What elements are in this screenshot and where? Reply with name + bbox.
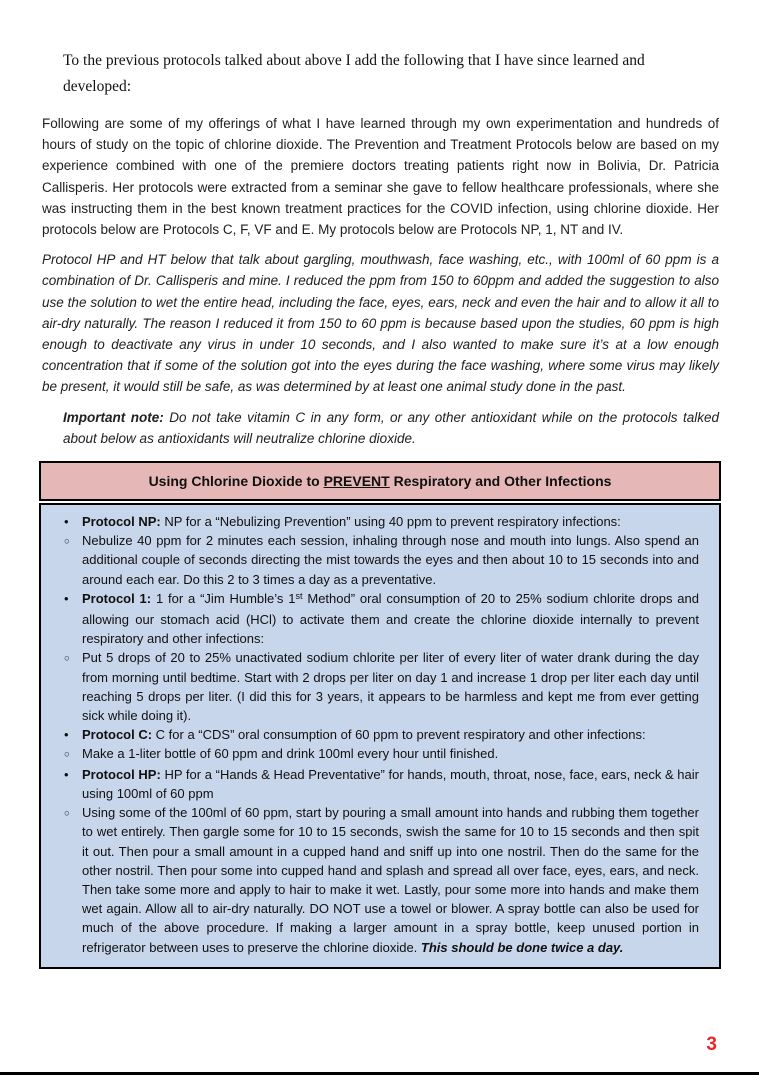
list-item-text	[82, 765, 699, 803]
text-segment: HP for a “Hands & Head Preventative” for hands, mouth, throat, nose, face, ears, neck & hair using 100ml of 60 ppm	[82, 766, 699, 801]
protocol-list	[61, 512, 699, 957]
bullet-circle-marker: ○	[64, 808, 70, 820]
protocol-list-item	[61, 725, 699, 744]
text-segment: Protocol C:	[82, 727, 153, 743]
protocol-list-item	[61, 765, 699, 803]
list-item-text	[82, 803, 699, 957]
text-segment: Do not take vitamin C in any form, or any other antioxidant while on the protocols talked about below as antioxidants will neutralize chlorine dioxide.	[63, 409, 719, 446]
text-segment: Put 5 drops of 20 to 25% unactivated sodium chlorite per liter of every liter of water drank during the day from morning until bedtime. Start with 2 drops per liter on day 1 and increase 1 drop per liter each day until reaching 5 drops per liter. (I did this for 3 years, it appears to be harmless and kept me from ever getting sick while doing it).	[82, 650, 699, 724]
text-segment: Important note:	[63, 409, 164, 425]
protocol-list-item	[61, 589, 699, 649]
protocol-list-item	[61, 744, 699, 764]
text-segment: Using some of the 100ml of 60 ppm, start by pouring a small amount into hands and rubbing them together to wet entirely. Then gargle some for 10 to 15 seconds, swish the same for 10 to 15 seconds and then spit it out. Then pour a small amount in a cupped hand and sniff up into one nostril. Then do the same for the other nostril. Then pour some into cupped hand and splash and spread all over face, eyes, ears, and neck. Then take some more and apply to hair to make it wet. Lastly, pour some more into hands and make them wet again. Allow all to air-dry naturally. DO NOT use a towel or blower. A spray bottle can also be used for much of the above procedure. If making a larger amount in a spray bottle, keep unused portion in refrigerator between uses to preserve the chlorine dioxide.	[82, 805, 699, 955]
protocol-list-item	[61, 648, 699, 725]
bullet-disc-marker: •	[64, 727, 69, 743]
prevention-box-body	[39, 503, 721, 969]
footer-rule	[0, 1072, 759, 1075]
list-item-text	[82, 589, 699, 649]
bullet-circle-marker: ○	[64, 653, 70, 665]
list-item-text	[82, 648, 699, 725]
text-segment: PREVENT	[323, 473, 390, 490]
prevention-box-title	[149, 473, 612, 489]
list-item-text	[82, 725, 699, 744]
text-segment: 1 for a “Jim Humble’s 1	[151, 590, 296, 606]
text-segment: Respiratory and Other Infections	[389, 473, 612, 490]
text-segment: Protocol 1:	[82, 590, 152, 606]
lead-paragraph: To the previous protocols talked about above I add the following that I have since learned and developed:	[63, 52, 645, 95]
list-item-text	[82, 531, 699, 589]
text-segment: Using Chlorine Dioxide to	[148, 473, 324, 490]
text-segment: NP for a “Nebulizing Prevention” using 40 ppm to prevent respiratory infections:	[160, 514, 621, 530]
text-segment: Protocol HP:	[82, 766, 161, 782]
protocol-list-item	[61, 531, 699, 589]
text-segment: This should be done twice a day.	[420, 939, 624, 955]
bullet-disc-marker: •	[64, 590, 69, 606]
text-segment: Protocol NP:	[82, 514, 161, 530]
intro-paragraph: Following are some of my offerings of what I have learned through my own experimentation and hundreds of hours of study on the topic of chlorine dioxide. The Prevention and Treatment Protocols below are based on my experience combined with one of the premiere doctors treating patients right now in Bolivia, Dr. Patricia Callisperis. Her protocols were extracted from a seminar she gave to fellow healthcare professionals, where she was instructing them in the best known treatment practices for the COVID infection, using chlorine dioxide. Her protocols below are Protocols C, F, VF and E. My protocols below are Protocols NP, 1, NT and IV.	[42, 116, 719, 238]
important-note	[63, 407, 719, 449]
text-segment: st	[295, 590, 303, 601]
text-segment: Nebulize 40 ppm for 2 minutes each session, inhaling through nose and mouth into lungs. Also spend an additional couple of seconds directing the mist towards the eyes and then about 10 to 15 seconds into and around each ear. Do this 2 to 3 times a day as a preventative.	[82, 533, 699, 587]
prevention-box-header	[39, 461, 721, 501]
protocol-list-item	[61, 512, 699, 531]
text-segment: Method” oral consumption of 20 to 25% sodium chlorite drops and allowing our stomach acid (HCl) to activate them and create the chlorine dioxide internally to prevent respiratory and other infections:	[82, 590, 699, 647]
text-segment: Make a 1-liter bottle of 60 ppm and drink 100ml every hour until finished.	[82, 746, 499, 762]
protocol-list-item	[61, 803, 699, 957]
text-segment: C for a “CDS” oral consumption of 60 ppm to prevent respiratory and other infections:	[152, 727, 646, 743]
list-item-text	[82, 744, 699, 763]
bullet-disc-marker: •	[64, 766, 69, 782]
bullet-disc-marker: •	[64, 514, 69, 530]
list-item-text	[82, 512, 699, 531]
page-number: 3	[706, 1034, 717, 1055]
protocol-origin-paragraph: Protocol HP and HT below that talk about gargling, mouthwash, face washing, etc., with 100ml of 60 ppm is a combination of Dr. Callisperis and mine. I reduced the ppm from 150 to 60ppm and added the suggestion to also use the solution to wet the entire head, including the face, eyes, ears, neck and even the hair and to allow it all to air-dry naturally. The reason I reduced it from 150 to 60 ppm is because based upon the studies, 60 ppm is high enough to deactivate any virus in under 10 seconds, and I also wanted to make sure it’s at a low enough concentration that if some of the solution got into the eyes during the face washing, where some virus may likely be present, it would still be safe, as was determined by at least one animal study done in the past.	[42, 252, 719, 395]
bullet-circle-marker: ○	[64, 536, 70, 548]
bullet-circle-marker: ○	[64, 749, 70, 761]
